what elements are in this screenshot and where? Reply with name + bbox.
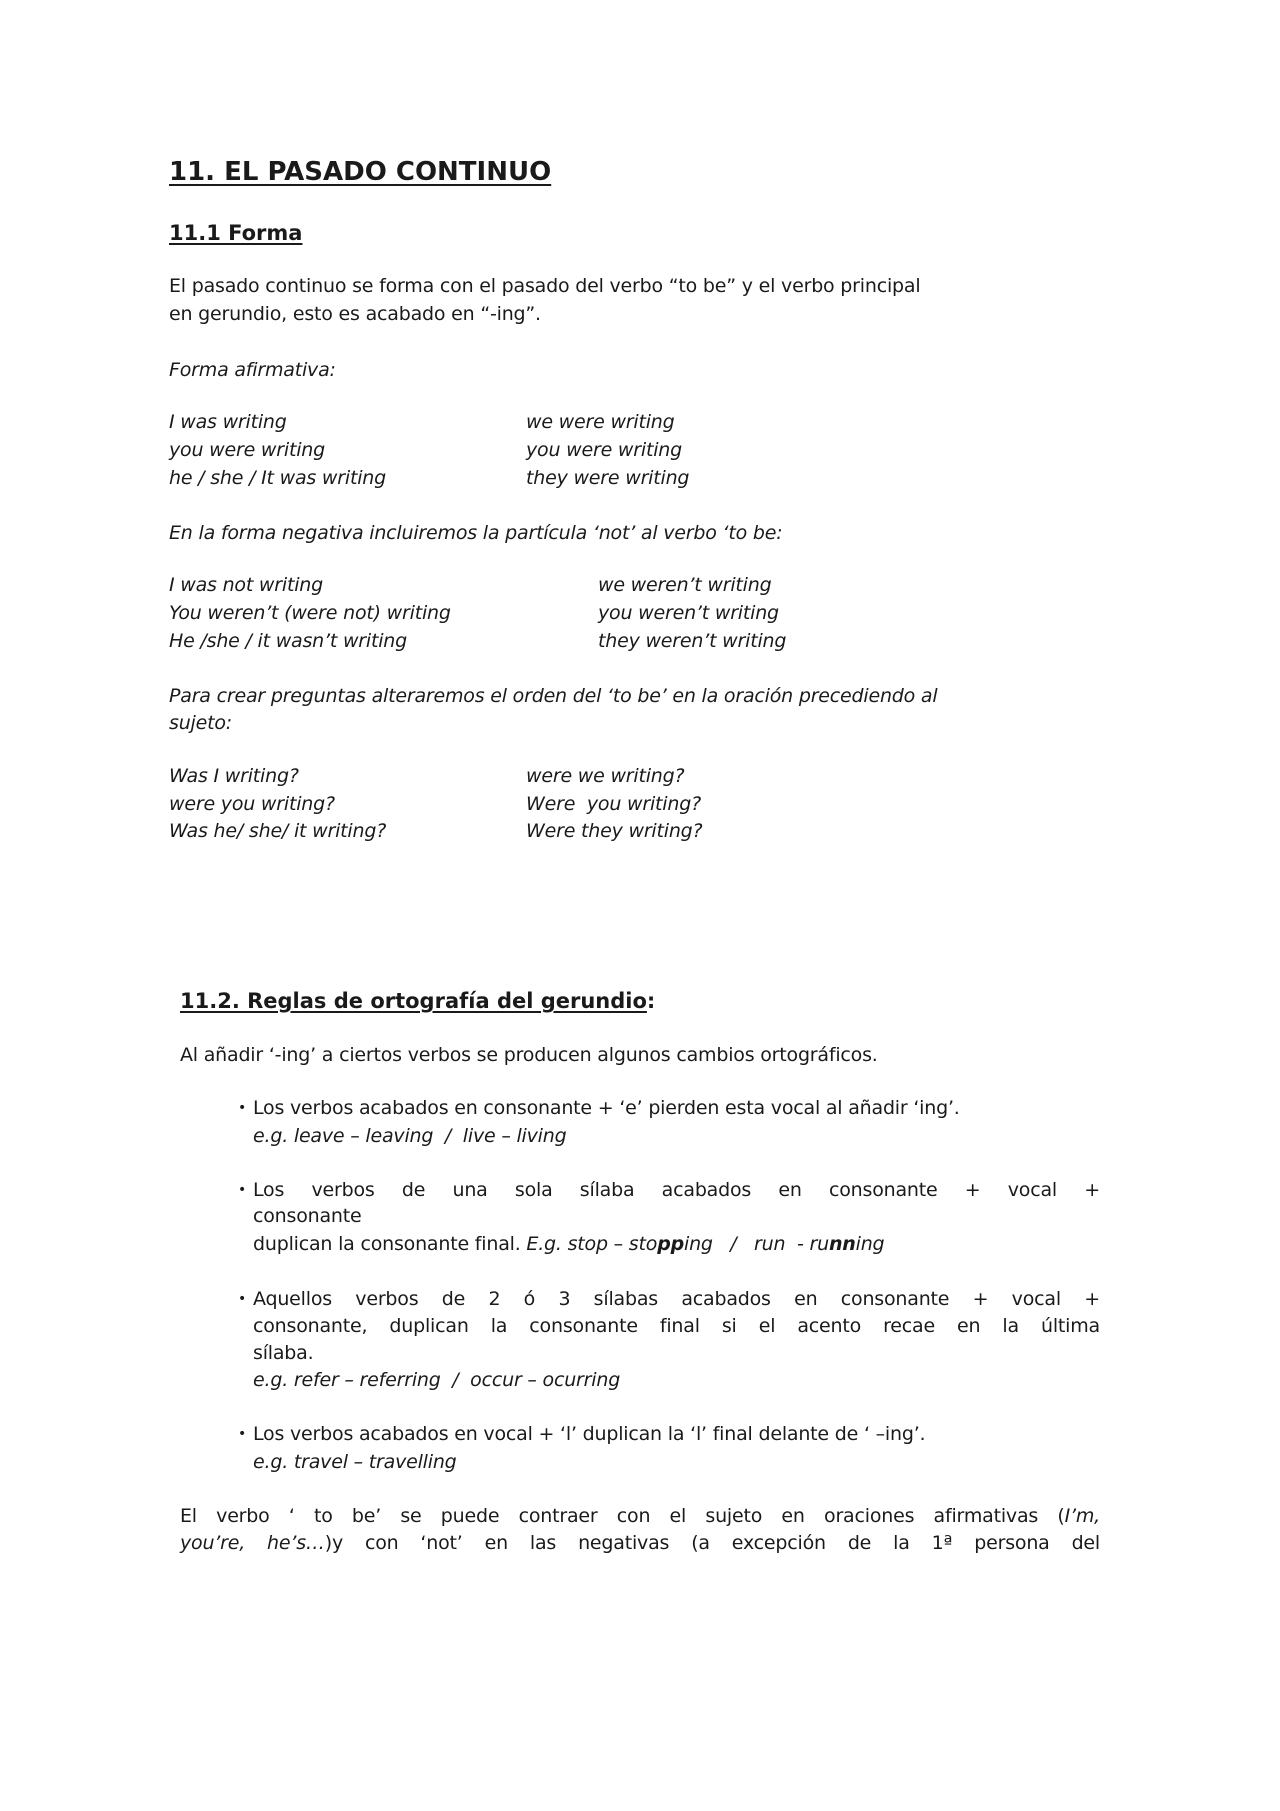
rule-example: e.g. travel – travelling — [253, 1451, 457, 1473]
conjugation: were you writing? — [169, 793, 335, 815]
example-highlight: pp — [657, 1233, 684, 1255]
conjugation: Was he/ she/ it writing? — [169, 820, 387, 842]
bullet-icon: • — [238, 1100, 247, 1116]
rule-example — [526, 1233, 884, 1255]
conjugation: we weren’t writing — [598, 574, 772, 596]
rule-text: sílaba. — [253, 1342, 314, 1364]
rules-intro: Al añadir ‘-ing’ a ciertos verbos se producen algunos cambios ortográficos. — [180, 1044, 878, 1066]
negative-label: En la forma negativa incluiremos la partícula ‘not’ al verbo ‘to be: — [169, 522, 783, 544]
page-title: 11. EL PASADO CONTINUO — [169, 157, 552, 187]
rule-text: consonante, duplican la consonante final si el acento recae en la última — [253, 1315, 1100, 1337]
heading-colon: : — [646, 989, 656, 1013]
rule-text: Los verbos acabados en vocal + ‘l’ duplican la ‘l’ final delante de ‘ –ing’. — [253, 1423, 926, 1445]
affirmative-label: Forma afirmativa: — [169, 359, 336, 381]
closing-example: I’m, — [1064, 1505, 1100, 1527]
rule-text: Los verbos acabados en consonante + ‘e’ pierden esta vocal al añadir ‘ing’. — [253, 1097, 960, 1119]
question-label: Para crear preguntas alteraremos el orden del ‘to be’ en la oración precediendo al — [169, 685, 938, 707]
conjugation: you were writing — [526, 439, 682, 461]
example-part: ing / run - ru — [684, 1233, 829, 1255]
conjugation: Were they writing? — [526, 820, 703, 842]
closing-part: )y con ‘not’ en las negativas (a excepción de la 1ª persona del — [324, 1532, 1100, 1554]
example-highlight: nn — [828, 1233, 856, 1255]
example-part: ing — [855, 1233, 885, 1255]
closing-part: El verbo ‘ to be’ se puede contraer con el sujeto en oraciones afirmativas ( — [180, 1505, 1065, 1527]
conjugation: Were you writing? — [526, 793, 701, 815]
rule-text-part: duplican la consonante final. — [253, 1233, 527, 1255]
rule-example: e.g. leave – leaving / live – living — [253, 1125, 567, 1147]
section-heading-reglas — [180, 986, 655, 1016]
closing-text — [180, 1529, 1100, 1557]
closing-text — [180, 1502, 1100, 1530]
conjugation: they weren’t writing — [598, 630, 787, 652]
bullet-icon: • — [238, 1426, 247, 1442]
closing-example: you’re, he’s… — [180, 1532, 325, 1554]
question-label: sujeto: — [169, 712, 232, 734]
section-heading-forma: 11.1 Forma — [169, 221, 303, 245]
rule-text — [253, 1230, 884, 1258]
example-part: E.g. stop – sto — [526, 1233, 658, 1255]
rule-text: consonante — [253, 1205, 362, 1227]
conjugation: I was writing — [169, 411, 287, 433]
rule-text: Los verbos de una sola sílaba acabados en consonante + vocal + — [253, 1179, 1100, 1201]
conjugation: you weren’t writing — [598, 602, 779, 624]
rule-text: Aquellos verbos de 2 ó 3 sílabas acabados en consonante + vocal + — [253, 1288, 1100, 1310]
bullet-icon: • — [238, 1182, 247, 1198]
intro-line: El pasado continuo se forma con el pasado del verbo “to be” y el verbo principal — [169, 275, 921, 297]
conjugation: were we writing? — [526, 765, 685, 787]
conjugation: you were writing — [169, 439, 325, 461]
conjugation: they were writing — [526, 467, 690, 489]
heading-text: 11.2. Reglas de ortografía del gerundio — [180, 989, 647, 1013]
conjugation: we were writing — [526, 411, 675, 433]
conjugation: Was I writing? — [169, 765, 299, 787]
conjugation: he / she / It was writing — [169, 467, 386, 489]
bullet-icon: • — [238, 1291, 247, 1307]
conjugation: You weren’t (were not) writing — [169, 602, 451, 624]
conjugation: I was not writing — [169, 574, 323, 596]
rule-example: e.g. refer – referring / occur – ocurring — [253, 1369, 621, 1391]
conjugation: He /she / it wasn’t writing — [169, 630, 408, 652]
intro-line: en gerundio, esto es acabado en “-ing”. — [169, 303, 541, 325]
